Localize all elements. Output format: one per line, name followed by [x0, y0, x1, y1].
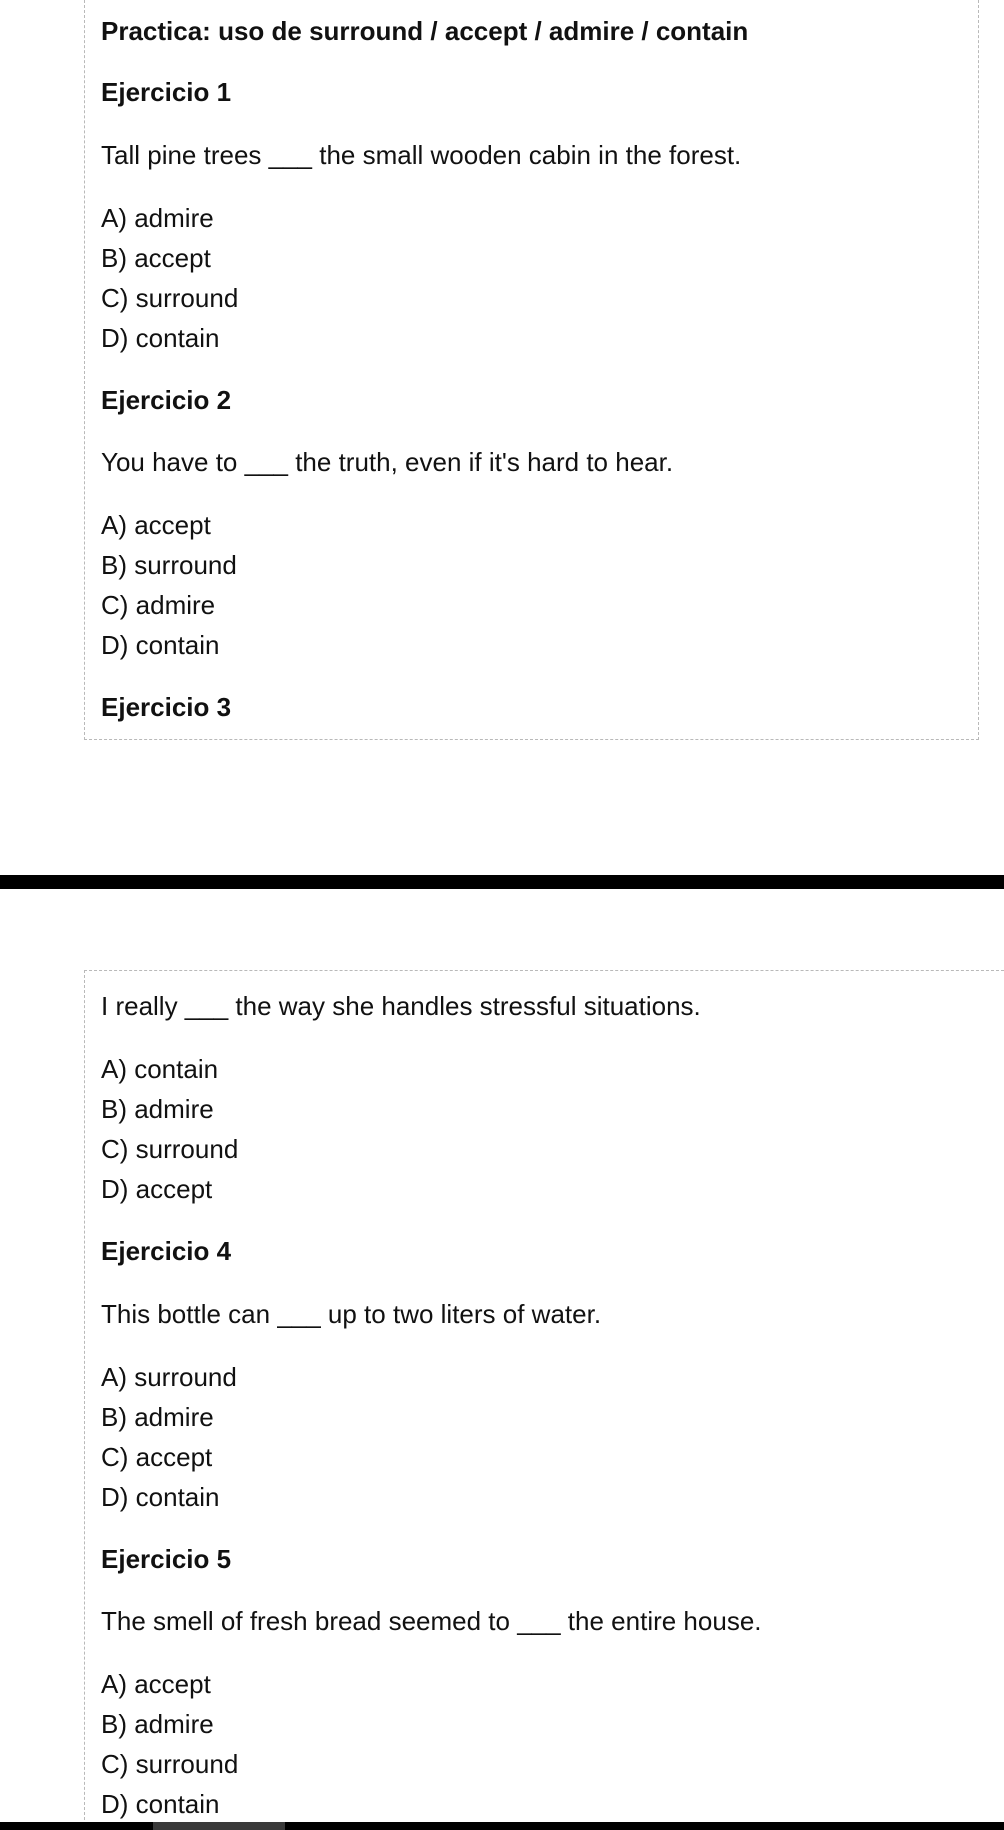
- exercise-3-option-a: A) contain: [101, 1054, 219, 1084]
- exercise-2-option-d: D) contain: [101, 630, 220, 660]
- exercise-2-option-b: B) surround: [101, 550, 237, 580]
- exercise-5-heading: Ejercicio 5: [101, 1544, 232, 1574]
- exercise-3-option-d: D) accept: [101, 1174, 213, 1204]
- exercise-2-option-c: C) admire: [101, 590, 216, 620]
- exercise-3-option-b: B) admire: [101, 1094, 214, 1124]
- exercise-5-option-a: A) accept: [101, 1669, 211, 1699]
- exercise-5-sentence: The smell of fresh bread seemed to ___ the entire house.: [101, 1606, 762, 1636]
- scrollbar-thumb[interactable]: [153, 1822, 285, 1830]
- exercise-5-option-d: D) contain: [101, 1789, 220, 1819]
- exercise-1-option-c: C) surround: [101, 283, 239, 313]
- exercise-4-option-d: D) contain: [101, 1482, 220, 1512]
- document-page-2: [0, 889, 1004, 1822]
- document-title: Practica: uso de surround / accept / admire / contain: [101, 16, 749, 46]
- page-separator: [0, 875, 1004, 889]
- exercise-2-heading: Ejercicio 2: [101, 385, 232, 415]
- exercise-1-sentence: Tall pine trees ___ the small wooden cabin in the forest.: [101, 140, 742, 170]
- exercise-2-option-a: A) accept: [101, 510, 211, 540]
- exercise-3-option-c: C) surround: [101, 1134, 239, 1164]
- horizontal-scrollbar[interactable]: [0, 1822, 1004, 1830]
- document-page-1: [0, 0, 1004, 875]
- exercise-4-option-c: C) accept: [101, 1442, 213, 1472]
- exercise-4-option-b: B) admire: [101, 1402, 214, 1432]
- exercise-2-sentence: You have to ___ the truth, even if it's hard to hear.: [101, 447, 674, 477]
- exercise-4-option-a: A) surround: [101, 1362, 237, 1392]
- exercise-3-sentence: I really ___ the way she handles stressful situations.: [101, 991, 701, 1021]
- exercise-3-heading: Ejercicio 3: [101, 692, 232, 722]
- exercise-1-heading: Ejercicio 1: [101, 77, 232, 107]
- content-frame-dashed: [84, 970, 1004, 1830]
- exercise-1-option-d: D) contain: [101, 323, 220, 353]
- exercise-5-option-c: C) surround: [101, 1749, 239, 1779]
- exercise-5-option-b: B) admire: [101, 1709, 214, 1739]
- exercise-1-option-b: B) accept: [101, 243, 211, 273]
- exercise-1-option-a: A) admire: [101, 203, 214, 233]
- exercise-4-sentence: This bottle can ___ up to two liters of water.: [101, 1299, 602, 1329]
- exercise-4-heading: Ejercicio 4: [101, 1236, 232, 1266]
